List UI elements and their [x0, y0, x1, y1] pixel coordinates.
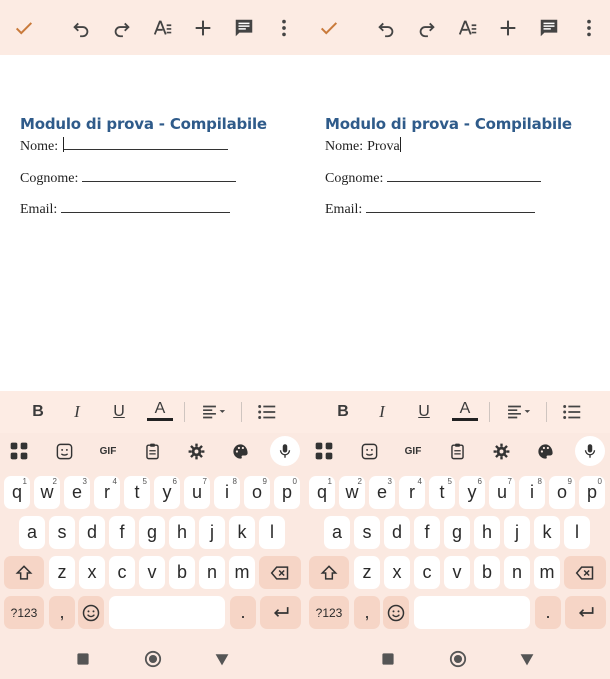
key-c[interactable]: c	[414, 556, 440, 589]
recents-icon[interactable]	[378, 649, 398, 669]
comma-key[interactable]: ,	[354, 596, 380, 629]
key-o[interactable]: o 9	[244, 476, 270, 509]
emoji-key[interactable]	[383, 596, 409, 629]
doc-title: Modulo di prova - Compilabile	[20, 115, 267, 133]
mic-icon[interactable]	[270, 436, 300, 466]
document-page[interactable]	[305, 55, 610, 391]
key-g[interactable]: g	[139, 516, 165, 549]
undo-icon[interactable]	[68, 15, 94, 41]
gif-button[interactable]: GIF	[404, 445, 422, 457]
input-line-cognome[interactable]	[387, 169, 541, 182]
input-line-nome[interactable]	[64, 137, 228, 150]
text-caret	[400, 137, 401, 155]
key-s[interactable]: s	[354, 516, 380, 549]
field-nome[interactable]	[20, 137, 228, 155]
format-bar	[305, 391, 610, 433]
field-nome[interactable]	[325, 137, 401, 155]
key-g[interactable]: g	[444, 516, 470, 549]
align-icon[interactable]	[199, 400, 231, 424]
key-n[interactable]: n	[504, 556, 530, 589]
key-x[interactable]: x	[384, 556, 410, 589]
key-a[interactable]: a	[324, 516, 350, 549]
doc-title: Modulo di prova - Compilabile	[325, 115, 572, 133]
key-x[interactable]: x	[79, 556, 105, 589]
field-label-email: Email:	[20, 202, 58, 217]
divider	[546, 402, 547, 422]
shift-key[interactable]	[309, 556, 349, 589]
sticker-icon[interactable]	[356, 438, 382, 464]
key-w[interactable]: w 2	[339, 476, 365, 509]
input-line-email[interactable]	[61, 200, 230, 213]
period-key[interactable]: .	[230, 596, 256, 629]
backspace-key[interactable]	[259, 556, 301, 589]
palette-icon[interactable]	[227, 438, 253, 464]
document-page[interactable]	[0, 55, 305, 391]
clipboard-icon[interactable]	[444, 438, 470, 464]
apps-grid-icon[interactable]	[6, 438, 32, 464]
input-line-email[interactable]	[366, 200, 535, 213]
more-vert-icon[interactable]	[576, 15, 602, 41]
symbols-key[interactable]: ?123	[309, 596, 349, 629]
add-icon[interactable]	[190, 15, 216, 41]
key-l[interactable]: l	[564, 516, 590, 549]
key-y[interactable]: y 6	[459, 476, 485, 509]
key-b[interactable]: b	[169, 556, 195, 589]
sticker-icon[interactable]	[51, 438, 77, 464]
key-f[interactable]: f	[414, 516, 440, 549]
key-s[interactable]: s	[49, 516, 75, 549]
key-i[interactable]: i 8	[214, 476, 240, 509]
key-t[interactable]: t 5	[429, 476, 455, 509]
underline-button[interactable]: U	[113, 403, 125, 420]
italic-button[interactable]: I	[74, 402, 80, 421]
key-z[interactable]: z	[49, 556, 75, 589]
period-key[interactable]: .	[535, 596, 561, 629]
key-m[interactable]: m	[534, 556, 560, 589]
bold-button[interactable]: B	[337, 403, 349, 420]
field-label-email: Email:	[325, 202, 363, 217]
text-color-button[interactable]: A	[147, 400, 173, 421]
comment-icon[interactable]	[536, 15, 562, 41]
key-j[interactable]: j	[199, 516, 225, 549]
key-h[interactable]: h	[474, 516, 500, 549]
key-t[interactable]: t 5	[124, 476, 150, 509]
backspace-key[interactable]	[564, 556, 606, 589]
key-u[interactable]: u 7	[489, 476, 515, 509]
system-nav-bar	[305, 639, 610, 679]
enter-key[interactable]	[260, 596, 301, 629]
undo-icon[interactable]	[373, 15, 399, 41]
key-p[interactable]: p 0	[274, 476, 300, 509]
key-a[interactable]: a	[19, 516, 45, 549]
enter-key[interactable]	[565, 596, 606, 629]
emoji-key[interactable]	[78, 596, 104, 629]
key-r[interactable]: r 4	[399, 476, 425, 509]
check-icon[interactable]	[316, 15, 342, 41]
key-r[interactable]: r 4	[94, 476, 120, 509]
key-i[interactable]: i 8	[519, 476, 545, 509]
check-icon[interactable]	[11, 15, 37, 41]
key-c[interactable]: c	[109, 556, 135, 589]
key-q[interactable]: q 1	[4, 476, 30, 509]
home-icon[interactable]	[448, 649, 468, 669]
underline-button[interactable]: U	[418, 403, 430, 420]
redo-icon[interactable]	[414, 15, 440, 41]
key-b[interactable]: b	[474, 556, 500, 589]
text-color-button[interactable]: A	[452, 400, 478, 421]
top-toolbar	[305, 0, 610, 55]
key-u[interactable]: u 7	[184, 476, 210, 509]
key-o[interactable]: o 9	[549, 476, 575, 509]
key-m[interactable]: m	[229, 556, 255, 589]
key-v[interactable]: v	[139, 556, 165, 589]
format-bar	[0, 391, 305, 433]
key-d[interactable]: d	[79, 516, 105, 549]
align-icon[interactable]	[504, 400, 536, 424]
field-label-nome: Nome:	[20, 139, 59, 154]
divider	[241, 402, 242, 422]
field-cognome[interactable]	[325, 169, 541, 187]
shift-key[interactable]	[4, 556, 44, 589]
more-vert-icon[interactable]	[271, 15, 297, 41]
key-f[interactable]: f	[109, 516, 135, 549]
top-toolbar	[0, 0, 305, 55]
comment-icon[interactable]	[231, 15, 257, 41]
italic-button[interactable]: I	[379, 402, 385, 421]
field-label-cognome: Cognome:	[325, 171, 384, 186]
system-nav-bar	[0, 639, 305, 679]
add-icon[interactable]	[495, 15, 521, 41]
field-cognome[interactable]	[20, 169, 236, 187]
field-value-nome[interactable]: Prova	[367, 139, 400, 154]
key-v[interactable]: v	[444, 556, 470, 589]
redo-icon[interactable]	[109, 15, 135, 41]
clipboard-icon[interactable]	[139, 438, 165, 464]
bold-button[interactable]: B	[32, 403, 44, 420]
key-p[interactable]: p 0	[579, 476, 605, 509]
key-k[interactable]: k	[229, 516, 255, 549]
back-icon[interactable]	[517, 649, 537, 669]
bullet-list-icon[interactable]	[254, 400, 280, 424]
key-l[interactable]: l	[259, 516, 285, 549]
space-key[interactable]	[414, 596, 530, 629]
text-format-icon[interactable]	[150, 15, 176, 41]
key-z[interactable]: z	[354, 556, 380, 589]
gear-icon[interactable]	[488, 438, 514, 464]
key-q[interactable]: q 1	[309, 476, 335, 509]
gear-icon[interactable]	[183, 438, 209, 464]
input-line-cognome[interactable]	[82, 169, 236, 182]
key-e[interactable]: e 3	[369, 476, 395, 509]
home-icon[interactable]	[143, 649, 163, 669]
space-key[interactable]	[109, 596, 225, 629]
bullet-list-icon[interactable]	[559, 400, 585, 424]
key-d[interactable]: d	[384, 516, 410, 549]
back-icon[interactable]	[212, 649, 232, 669]
field-email[interactable]	[20, 200, 230, 218]
symbols-key[interactable]: ?123	[4, 596, 44, 629]
apps-grid-icon[interactable]	[311, 438, 337, 464]
key-j[interactable]: j	[504, 516, 530, 549]
key-h[interactable]: h	[169, 516, 195, 549]
gif-button[interactable]: GIF	[99, 445, 117, 457]
field-label-nome: Nome:	[325, 139, 364, 154]
key-y[interactable]: y 6	[154, 476, 180, 509]
field-label-cognome: Cognome:	[20, 171, 79, 186]
recents-icon[interactable]	[73, 649, 93, 669]
key-n[interactable]: n	[199, 556, 225, 589]
divider	[184, 402, 185, 422]
field-email[interactable]	[325, 200, 535, 218]
mic-icon[interactable]	[575, 436, 605, 466]
text-format-icon[interactable]	[455, 15, 481, 41]
divider	[489, 402, 490, 422]
panel-right	[305, 0, 610, 679]
key-w[interactable]: w 2	[34, 476, 60, 509]
key-e[interactable]: e 3	[64, 476, 90, 509]
palette-icon[interactable]	[532, 438, 558, 464]
comma-key[interactable]: ,	[49, 596, 75, 629]
key-k[interactable]: k	[534, 516, 560, 549]
